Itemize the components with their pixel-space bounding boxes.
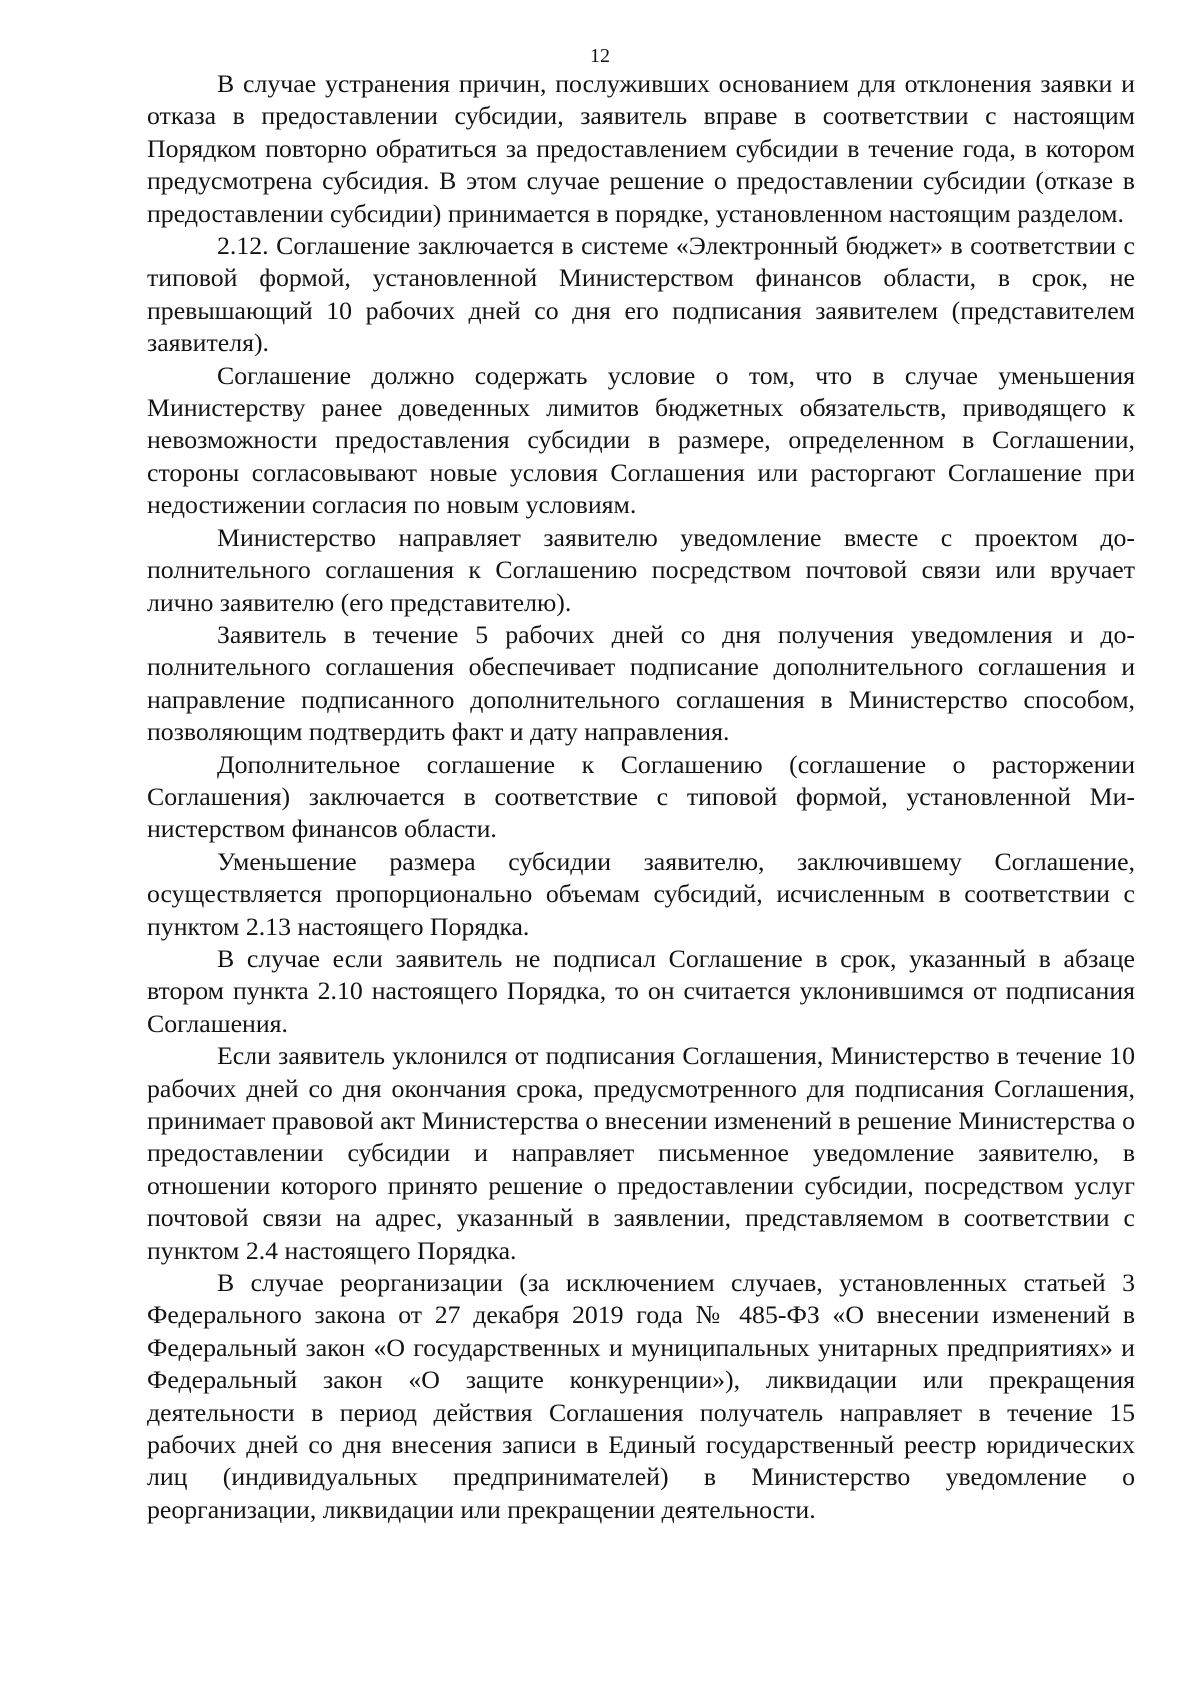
paragraph: В случае реорганизации (за исключением случаев, установленных статьей 3 Федерального закона от 27 декабря 2019 года № 485-ФЗ «О внесении изменений в Федеральный закон «О государственных и муниципальных унитарных предприятиях» и Федеральный закон «О защите конкуренции»), ликвидации или прекращения деятельности в период действия Соглашения получатель направляет в течение 15 рабочих дней со дня внесения записи в Единый государственный реестр юридических лиц (индивидуальных предпринимателей) в Министерство уведомление о реорганизации, ликвидации или прекращении деятельности. <box>147 1268 1135 1524</box>
page-number: 12 <box>590 45 610 67</box>
paragraph: Дополнительное соглашение к Соглашению (соглашение о расторжении Соглашения) заключается в соответствие с типовой формой, установленной Министерством финансов области. <box>147 749 1135 844</box>
paragraph: Соглашение должно содержать условие о том, что в случае уменьшения Министерству ранее доведенных лимитов бюджетных обязательств, приводящего к невозможности предоставления субсидии в размере, определенном в Соглашении, стороны согласовывают новые условия Соглашения или расторгают Соглашение при недостижении согласия по новым условиям. <box>147 360 1135 520</box>
paragraph: Заявитель в течение 5 рабочих дней со дня получения уведомления и дополнительного соглашения обеспечивает подписание дополнительного соглашения и направление подписанного дополнительного соглашения в Министерство способом, позволяющим подтвердить факт и дату направления. <box>147 619 1135 747</box>
paragraph: В случае если заявитель не подписал Соглашение в срок, указанный в абзаце втором пункта 2.10 настоящего Порядка, то он считается уклонившимся от подписания Соглашения. <box>147 943 1135 1038</box>
paragraph: Уменьшение размера субсидии заявителю, заключившему Соглашение, осуществляется пропорционально объемам субсидий, исчисленным в соответствии с пунктом 2.13 настоящего Порядка. <box>147 846 1135 941</box>
paragraph: В случае устранения причин, послуживших основанием для отклонения заявки и отказа в предоставлении субсидии, заявитель вправе в соответствии с настоящим Порядком повторно обратиться за предоставлением субсидии в течение года, в котором предусмотрена субсидия. В этом случае решение о предоставлении субсидии (отказе в предоставлении субсидии) принимается в порядке, установленном настоящим разделом. <box>147 69 1135 228</box>
paragraph: Если заявитель уклонился от подписания Соглашения, Министерство в течение 10 рабочих дней со дня окончания срока, предусмотренного для подписания Соглашения, принимает правовой акт Министерства о внесении изменений в решение Министерства о предоставлении субсидии и направляет письменное уведомление заявителю, в отношении которого принято решение о предоставлении субсидии, посредством услуг почтовой связи на адрес, указанный в заявлении, представляемом в соответствии с пунктом 2.4 настоящего Порядка. <box>147 1041 1135 1265</box>
paragraph: Министерство направляет заявителю уведомление вместе с проектом дополнительного соглашения к Соглашению посредством почтовой связи или вручает лично заявителю (его представителю). <box>147 522 1135 617</box>
document-body <box>147 68 1135 1526</box>
paragraph: 2.12. Соглашение заключается в системе «Электронный бюджет» в соответствии с типовой формой, установленной Министерством финансов области, в срок, не превышающий 10 рабочих дней со дня его подписания заявителем (представителем заявителя). <box>147 231 1135 358</box>
